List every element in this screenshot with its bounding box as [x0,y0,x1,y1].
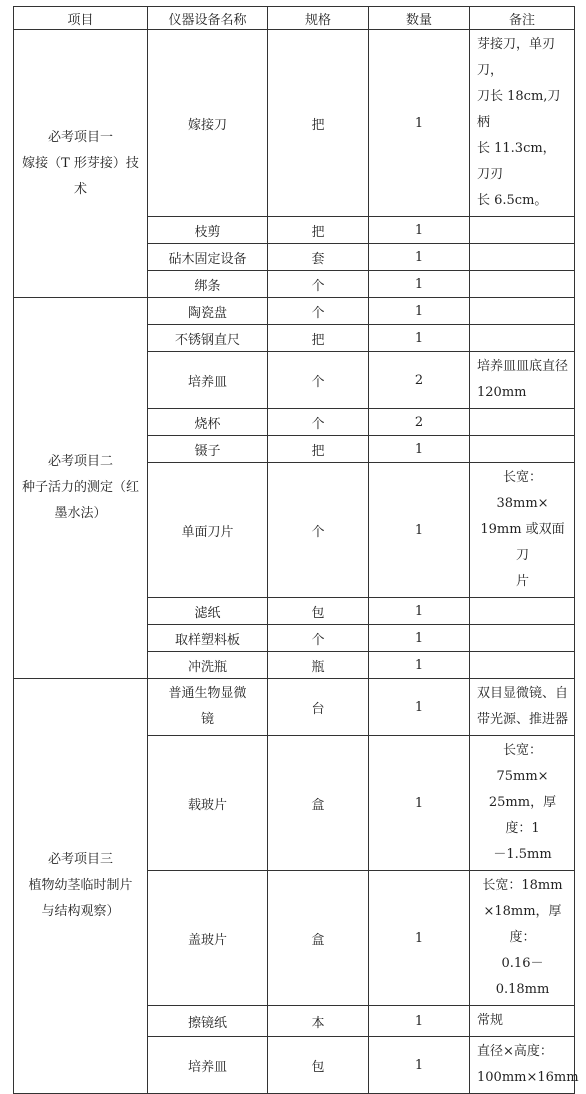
project-title: 必考项目一 [47,129,113,145]
note-line: 长宽：75mm× [496,743,549,784]
equipment-name [148,679,268,736]
spec-unit: 盒 [268,736,369,871]
spec-unit: 把 [268,436,369,463]
equipment-name: 绑条 [148,271,268,298]
project-subtitle: 植物幼茎临时制片 [28,878,133,893]
spec-unit: 包 [268,1037,369,1094]
table-row [14,30,575,217]
project-subtitle: 墨水法） [54,506,107,521]
project-title: 必考项目二 [47,454,113,469]
notes [470,325,575,352]
spec-unit: 台 [268,679,369,736]
note-line: 培养皿皿底直径 [477,359,569,374]
quantity: 1 [369,625,470,652]
note-line: 常规 [477,1013,504,1028]
notes [470,1037,579,1094]
quantity: 1 [369,244,470,271]
spec-unit: 个 [268,271,369,298]
project-subtitle: 嫁接（T 形芽接）技 [22,155,139,171]
header-quantity: 数量 [369,7,470,30]
notes [470,625,575,652]
notes [470,409,575,436]
note-line: 长宽：18mm [482,878,563,893]
equipment-name: 盖玻片 [148,871,268,1006]
notes [470,352,575,409]
quantity: 1 [369,736,470,871]
quantity: 1 [369,30,470,217]
notes [470,30,575,217]
note-line: 芽接刀，单刃刀， [477,37,556,78]
spec-unit: 包 [268,598,369,625]
spec-unit: 把 [268,217,369,244]
equipment-name: 载玻片 [148,736,268,871]
project-cell [14,679,148,1094]
note-line: 120mm [477,385,527,400]
project-title: 必考项目三 [47,852,113,867]
table-row [14,679,575,736]
notes [470,217,575,244]
quantity: 1 [369,1037,470,1094]
equipment-name: 镊子 [148,436,268,463]
equipment-name: 烧杯 [148,409,268,436]
header-project: 项目 [14,7,148,30]
spec-unit: 套 [268,244,369,271]
spec-unit: 本 [268,1006,369,1037]
table-row [14,298,575,325]
header-row [14,7,575,30]
quantity: 1 [369,271,470,298]
note-line: 直径×高度： [477,1044,553,1059]
quantity: 1 [369,652,470,679]
equipment-name-line: 普通生物显微 [168,686,247,701]
project-subtitle: 与结构观察） [41,904,120,919]
note-line: 长 11.3cm，刀刃 [477,141,556,182]
note-line: 100mm×16mm [477,1070,579,1085]
equipment-name: 不锈钢直尺 [148,325,268,352]
header-notes: 备注 [470,7,575,30]
notes [470,598,575,625]
quantity: 1 [369,298,470,325]
spec-unit: 把 [268,30,369,217]
quantity: 1 [369,598,470,625]
quantity: 1 [369,436,470,463]
quantity: 2 [369,352,470,409]
spec-unit: 个 [268,625,369,652]
header-spec: 规格 [268,7,369,30]
spec-unit: 把 [268,325,369,352]
equipment-name: 取样塑料板 [148,625,268,652]
quantity: 1 [369,1006,470,1037]
equipment-name-line: 镜 [200,712,214,727]
equipment-name: 培养皿 [148,352,268,409]
equipment-name: 枝剪 [148,217,268,244]
quantity: 1 [369,463,470,598]
note-line: 长 6.5cm。 [477,193,548,208]
spec-unit: 个 [268,298,369,325]
note-line: 0.16－0.18mm [495,956,550,997]
spec-unit: 个 [268,409,369,436]
quantity: 1 [369,325,470,352]
notes [470,436,575,463]
project-subtitle: 术 [73,181,87,197]
header-equipment-name: 仪器设备名称 [148,7,268,30]
notes [470,244,575,271]
spec-unit: 个 [268,463,369,598]
notes [470,871,575,1006]
project-subtitle: 种子活力的测定（红 [21,480,139,495]
quantity: 1 [369,679,470,736]
notes [470,736,575,871]
equipment-name: 培养皿 [148,1037,268,1094]
note-line: 长宽：38mm× [496,470,549,511]
equipment-name: 陶瓷盘 [148,298,268,325]
notes [470,679,575,736]
note-line: 带光源、推进器 [477,712,569,727]
quantity: 1 [369,217,470,244]
equipment-name: 单面刀片 [148,463,268,598]
equipment-name: 擦镜纸 [148,1006,268,1037]
note-line: 25mm，厚度：1 [488,795,557,836]
project-cell [14,298,148,679]
equipment-name: 滤纸 [148,598,268,625]
notes [470,463,575,598]
equipment-table [13,6,579,1094]
equipment-name: 嫁接刀 [148,30,268,217]
spec-unit: 盒 [268,871,369,1006]
note-line: 刀长 18cm,刀柄 [477,89,561,130]
equipment-name: 砧木固定设备 [148,244,268,271]
project-cell [14,30,148,298]
note-line: 19mm 或双面刀 [480,522,565,563]
notes [470,298,575,325]
notes [470,652,575,679]
equipment-name: 冲洗瓶 [148,652,268,679]
quantity: 1 [369,871,470,1006]
note-line: ×18mm，厚度： [483,904,562,945]
note-line: 双目显微镜、自 [477,686,569,701]
notes [470,1006,575,1037]
quantity: 2 [369,409,470,436]
note-line: 片 [515,574,529,589]
spec-unit: 个 [268,352,369,409]
spec-unit: 瓶 [268,652,369,679]
notes [470,271,575,298]
note-line: －1.5mm [493,847,552,862]
